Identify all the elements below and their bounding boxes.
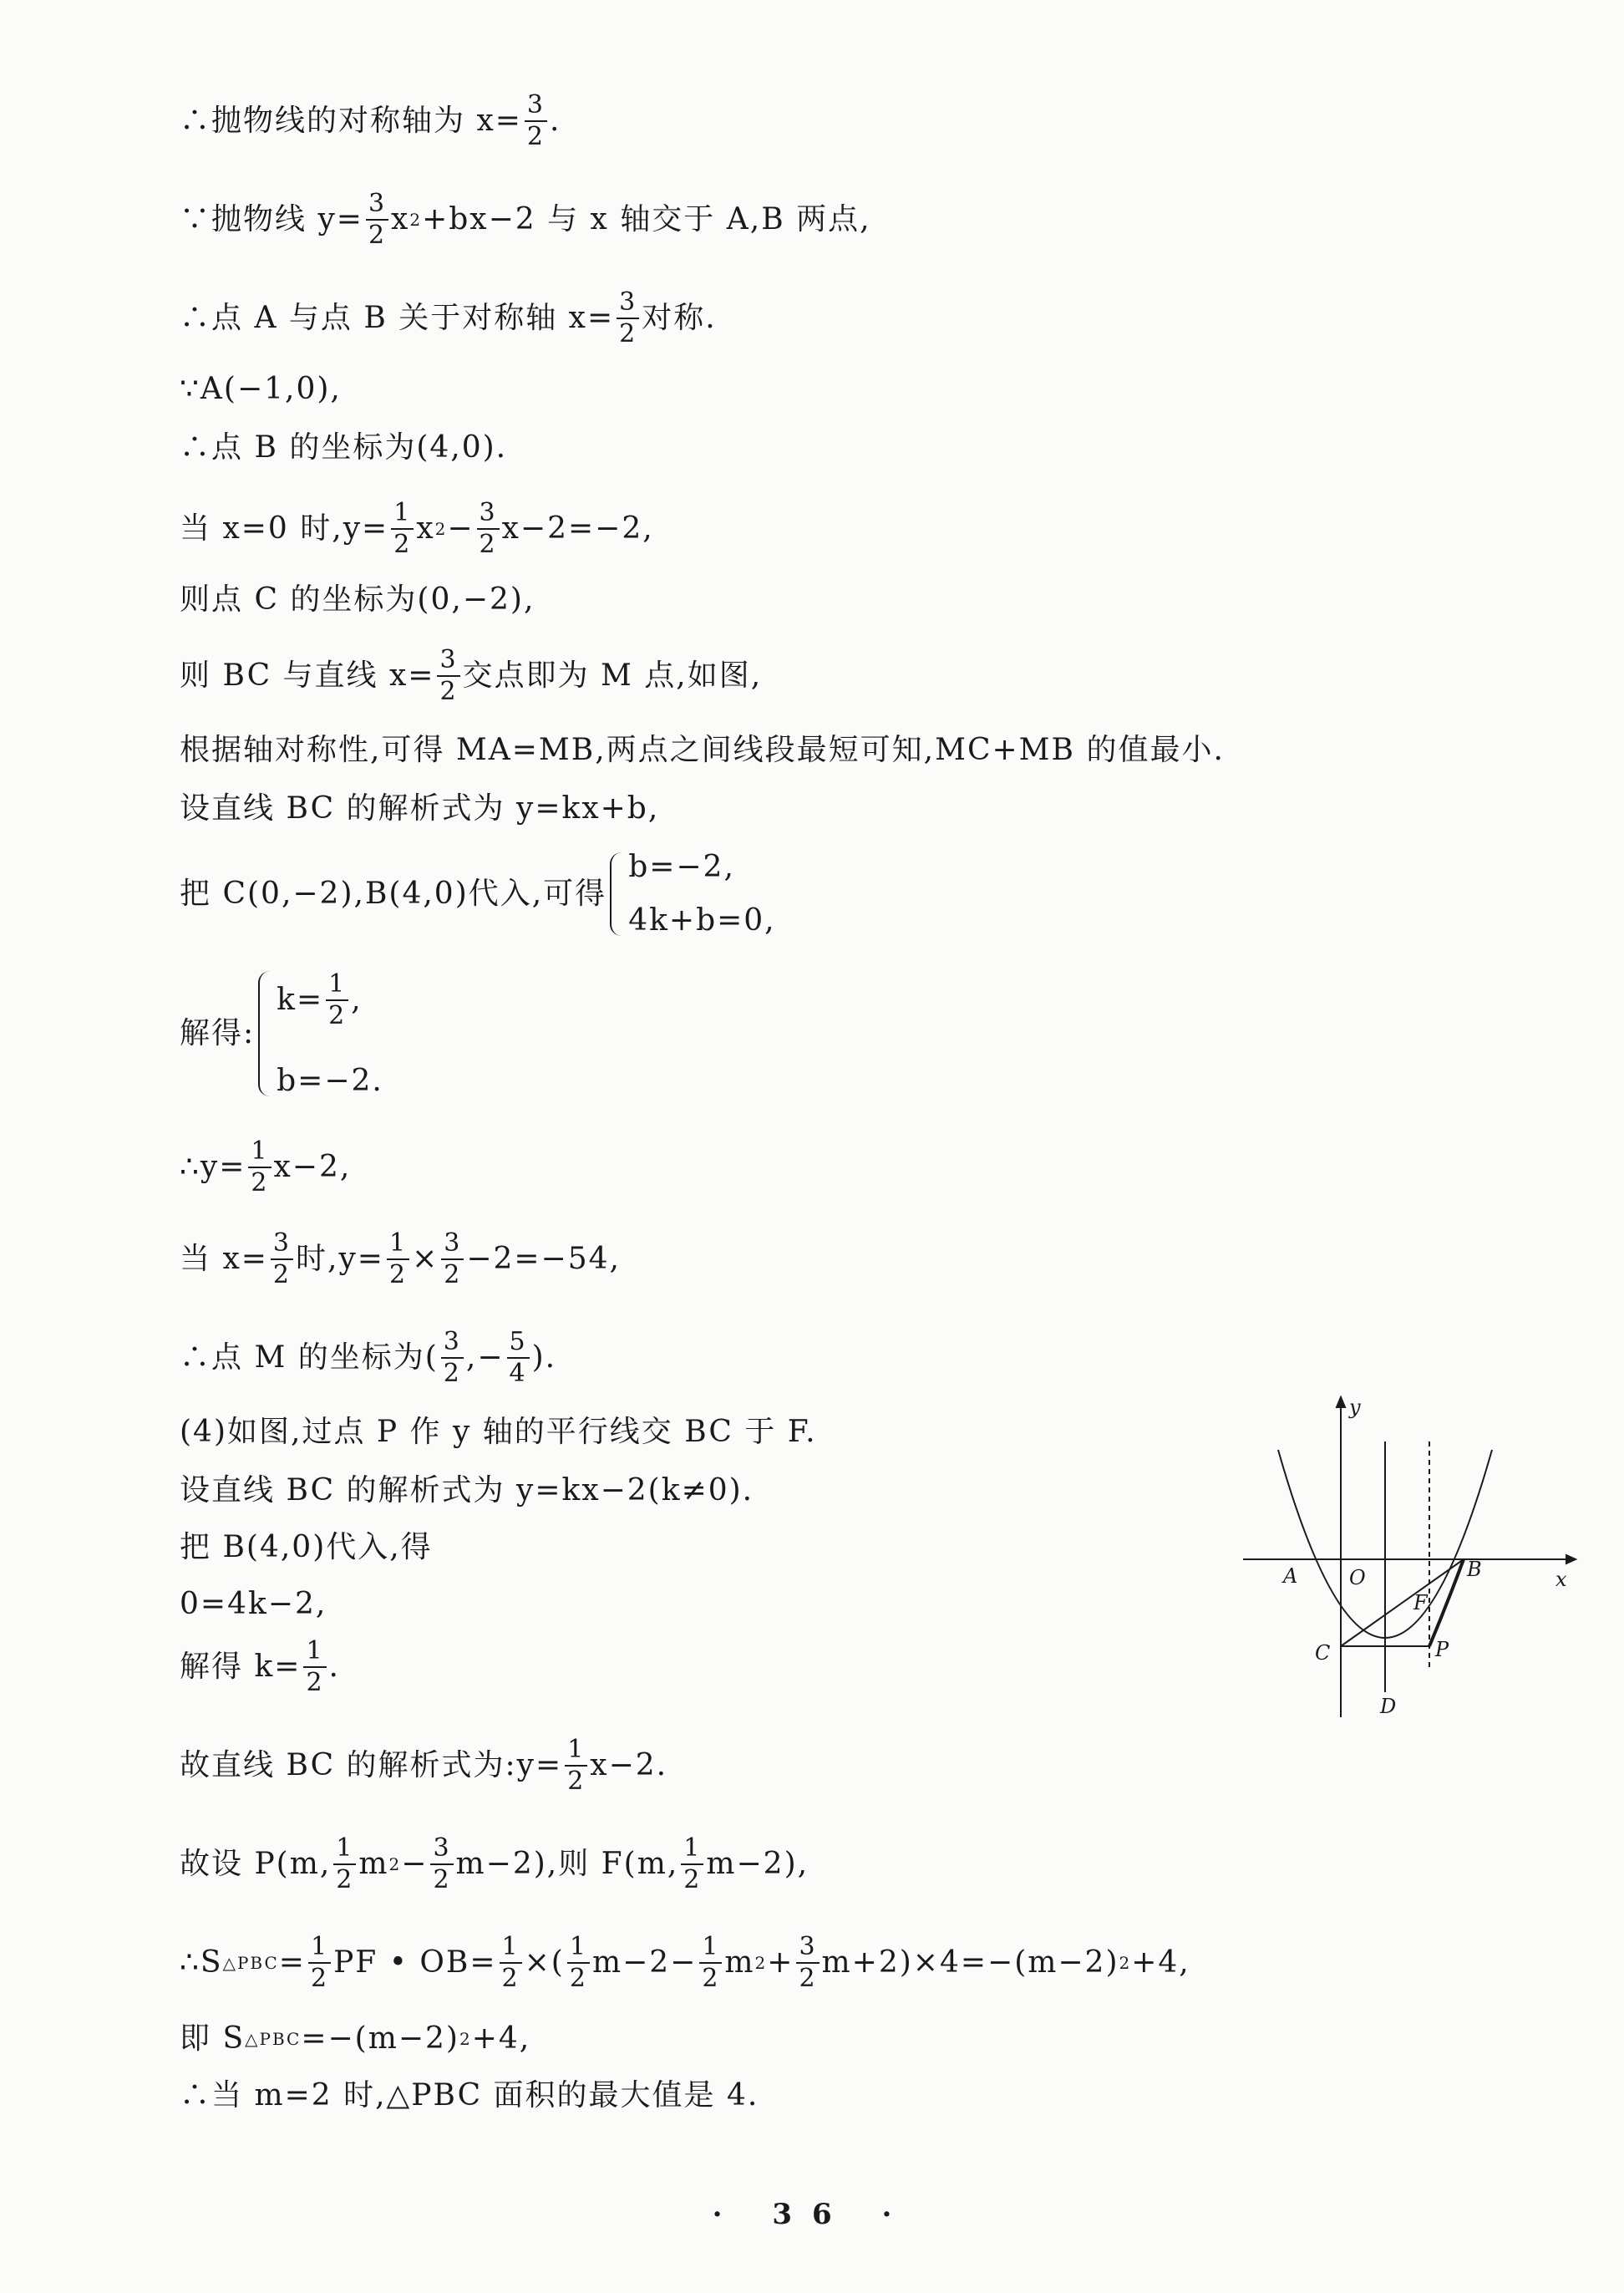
fraction xyxy=(617,289,639,347)
fraction xyxy=(366,191,388,248)
denominator: 2 xyxy=(272,1259,292,1289)
text: 当 x= xyxy=(180,1241,268,1276)
fraction xyxy=(565,1736,587,1794)
numerator: 1 xyxy=(681,1835,703,1865)
fraction xyxy=(525,92,547,150)
denominator: 2 xyxy=(501,1963,520,1993)
fraction xyxy=(387,1230,409,1288)
numerator: 5 xyxy=(507,1329,530,1359)
denominator: 2 xyxy=(619,318,637,348)
denominator: 2 xyxy=(306,1667,324,1697)
text: × xyxy=(412,1241,439,1276)
numerator: 1 xyxy=(699,1934,722,1964)
text-line xyxy=(180,1638,340,1696)
subscript: △PBC xyxy=(222,1952,279,1973)
numerator: 3 xyxy=(441,1329,464,1359)
denominator: 2 xyxy=(526,121,546,151)
text: ∴S xyxy=(180,1945,223,1980)
denominator: 2 xyxy=(439,676,458,706)
numerator: 1 xyxy=(326,971,348,1001)
fraction xyxy=(500,1934,522,1991)
equation-system xyxy=(610,852,775,936)
superscript: 2 xyxy=(409,209,423,230)
text-line: 则点 C 的坐标为(0,−2), xyxy=(180,582,535,617)
label-p: P xyxy=(1435,1638,1449,1661)
text: 当 x=0 时,y= xyxy=(180,511,389,546)
numerator: 3 xyxy=(366,191,388,221)
text: m xyxy=(358,1846,389,1881)
text: − xyxy=(447,511,475,546)
equation-row: b=−2. xyxy=(277,1064,383,1098)
text-line xyxy=(180,289,717,347)
fraction xyxy=(567,1934,590,1991)
text-line xyxy=(180,1138,351,1196)
numerator: 1 xyxy=(391,500,414,530)
superscript: 2 xyxy=(388,1853,402,1874)
text-line: (4)如图,过点 P 作 y 轴的平行线交 BC 于 F. xyxy=(180,1415,817,1449)
denominator: 2 xyxy=(702,1963,720,1993)
text: PF • OB= xyxy=(333,1945,497,1980)
text: 把 C(0,−2),B(4,0)代入,可得 xyxy=(180,877,607,911)
text: ). xyxy=(531,1340,557,1375)
parabola-figure xyxy=(1228,1396,1579,1721)
text: + xyxy=(767,1945,794,1980)
fraction xyxy=(326,971,348,1029)
numerator: 3 xyxy=(271,1230,293,1260)
brace-icon xyxy=(610,852,623,936)
text: m−2),则 F(m, xyxy=(455,1846,679,1881)
text: x xyxy=(416,511,435,546)
text: m−2), xyxy=(706,1846,809,1881)
fraction xyxy=(333,1835,356,1893)
numerator: 1 xyxy=(500,1934,522,1964)
text-line: ∴点 B 的坐标为(4,0). xyxy=(180,430,508,465)
label-b: B xyxy=(1467,1558,1482,1581)
text: ,− xyxy=(465,1340,505,1375)
text: − xyxy=(401,1846,429,1881)
numerator: 3 xyxy=(617,289,639,319)
denominator: 4 xyxy=(509,1358,527,1388)
brace-icon xyxy=(258,971,272,1096)
text-line xyxy=(180,1835,809,1893)
label-y: y xyxy=(1349,1396,1361,1419)
denominator: 2 xyxy=(251,1167,269,1197)
numerator: 1 xyxy=(567,1934,590,1964)
denominator: 2 xyxy=(799,1963,817,1993)
text-line xyxy=(180,500,654,557)
text: ∴点 A 与点 B 关于对称轴 x= xyxy=(180,300,615,335)
superscript: 2 xyxy=(1119,1952,1132,1973)
text: m+2)×4=−(m−2) xyxy=(821,1945,1119,1980)
numerator: 3 xyxy=(430,1835,453,1865)
text: =−(m−2) xyxy=(301,2021,459,2056)
label-x: x xyxy=(1555,1568,1567,1591)
text: 即 S xyxy=(180,2021,246,2056)
text: +4, xyxy=(471,2021,531,2056)
denominator: 2 xyxy=(336,1864,354,1894)
text-line xyxy=(180,971,383,1096)
text: 对称. xyxy=(642,300,717,335)
label-a: A xyxy=(1283,1564,1298,1588)
text: ∴点 M 的坐标为( xyxy=(180,1340,439,1375)
fraction xyxy=(437,647,459,704)
denominator: 2 xyxy=(328,1000,347,1030)
label-d: D xyxy=(1380,1695,1397,1718)
numerator: 1 xyxy=(308,1934,331,1964)
numerator: 3 xyxy=(441,1230,464,1260)
fraction xyxy=(430,1835,453,1893)
text-line xyxy=(180,191,871,248)
superscript: 2 xyxy=(754,1952,768,1973)
numerator: 1 xyxy=(565,1736,587,1767)
label-c: C xyxy=(1315,1641,1331,1665)
text-line: 设直线 BC 的解析式为 y=kx−2(k≠0). xyxy=(180,1473,754,1507)
text-line: ∴当 m=2 时,△PBC 面积的最大值是 4. xyxy=(180,2078,759,2113)
text: 故直线 BC 的解析式为:y= xyxy=(180,1747,563,1782)
text: 则 BC 与直线 x= xyxy=(180,658,435,693)
superscript: 2 xyxy=(459,2029,472,2049)
text-line: 把 B(4,0)代入,得 xyxy=(180,1530,433,1564)
text-line: 0=4k−2, xyxy=(180,1587,327,1621)
equation-row: b=−2, xyxy=(628,850,735,884)
text: x xyxy=(391,201,410,236)
fraction xyxy=(681,1835,703,1893)
numerator: 3 xyxy=(437,647,459,677)
label-o: O xyxy=(1349,1566,1366,1589)
superscript: 2 xyxy=(434,518,448,539)
text-line xyxy=(180,1736,667,1794)
numerator: 1 xyxy=(333,1835,356,1865)
text: x−2, xyxy=(273,1149,352,1184)
text: . xyxy=(550,103,561,138)
text: ×( xyxy=(524,1945,565,1980)
text: x−2. xyxy=(590,1747,668,1782)
text-line: 根据轴对称性,可得 MA=MB,两点之间线段最短可知,MC+MB 的值最小. xyxy=(180,733,1225,767)
fraction xyxy=(271,1230,293,1288)
text-line xyxy=(180,92,561,150)
fraction xyxy=(308,1934,331,1991)
subscript: △PBC xyxy=(245,2029,302,2049)
equation-row xyxy=(277,971,383,1029)
text: 交点即为 M 点,如图, xyxy=(462,658,763,693)
text: ∵抛物线 y= xyxy=(180,201,363,236)
text: 故设 P(m, xyxy=(180,1846,332,1881)
denominator: 2 xyxy=(310,1963,329,1993)
text: , xyxy=(351,982,363,1017)
label-f: F xyxy=(1413,1591,1428,1614)
text: +4, xyxy=(1131,1945,1190,1980)
numerator: 3 xyxy=(525,92,547,122)
denominator: 2 xyxy=(443,1358,461,1388)
numerator: 1 xyxy=(303,1638,326,1668)
y-axis-arrow-icon xyxy=(1337,1397,1345,1407)
denominator: 2 xyxy=(444,1259,462,1289)
text-line xyxy=(180,852,776,936)
text-line: 设直线 BC 的解析式为 y=kx+b, xyxy=(180,791,660,826)
text: −2=−54, xyxy=(466,1241,621,1276)
denominator: 2 xyxy=(569,1963,587,1993)
text-line xyxy=(180,1934,1190,1991)
fraction xyxy=(441,1329,464,1386)
equation-row: 4k+b=0, xyxy=(628,903,776,938)
text: 解得: xyxy=(180,1016,256,1050)
text: +bx−2 与 x 轴交于 A,B 两点, xyxy=(422,201,871,236)
text: x−2=−2, xyxy=(501,511,654,546)
numerator: 1 xyxy=(248,1138,271,1168)
numerator: 3 xyxy=(796,1934,819,1964)
numerator: 3 xyxy=(477,500,500,530)
denominator: 2 xyxy=(479,529,497,559)
denominator: 2 xyxy=(683,1864,702,1894)
text-line xyxy=(180,2021,531,2056)
text: 时,y= xyxy=(296,1241,384,1276)
fraction xyxy=(391,500,414,557)
fraction xyxy=(441,1230,464,1288)
text-line xyxy=(180,1329,556,1386)
denominator: 2 xyxy=(368,220,387,250)
denominator: 2 xyxy=(388,1259,408,1289)
page-number: · 36 · xyxy=(712,2198,912,2231)
text: m−2− xyxy=(591,1945,698,1980)
x-axis-arrow-icon xyxy=(1566,1555,1576,1563)
text-line: ∵A(−1,0), xyxy=(180,372,342,406)
numerator: 1 xyxy=(387,1230,409,1260)
fraction xyxy=(507,1329,530,1386)
text: ∴抛物线的对称轴为 x= xyxy=(180,103,522,138)
text-line xyxy=(180,1230,621,1288)
fraction xyxy=(699,1934,722,1991)
equation-system xyxy=(258,971,383,1096)
fraction xyxy=(248,1138,271,1196)
fraction xyxy=(796,1934,819,1991)
text: = xyxy=(278,1945,306,1980)
text: . xyxy=(328,1649,340,1684)
fraction xyxy=(477,500,500,557)
denominator: 2 xyxy=(393,529,412,559)
text: 解得 k= xyxy=(180,1649,302,1684)
denominator: 2 xyxy=(433,1864,451,1894)
text: k= xyxy=(277,982,324,1017)
fraction xyxy=(303,1638,326,1696)
text: ∴y= xyxy=(180,1149,246,1184)
denominator: 2 xyxy=(567,1766,586,1796)
text: m xyxy=(724,1945,755,1980)
text-line xyxy=(180,647,762,704)
